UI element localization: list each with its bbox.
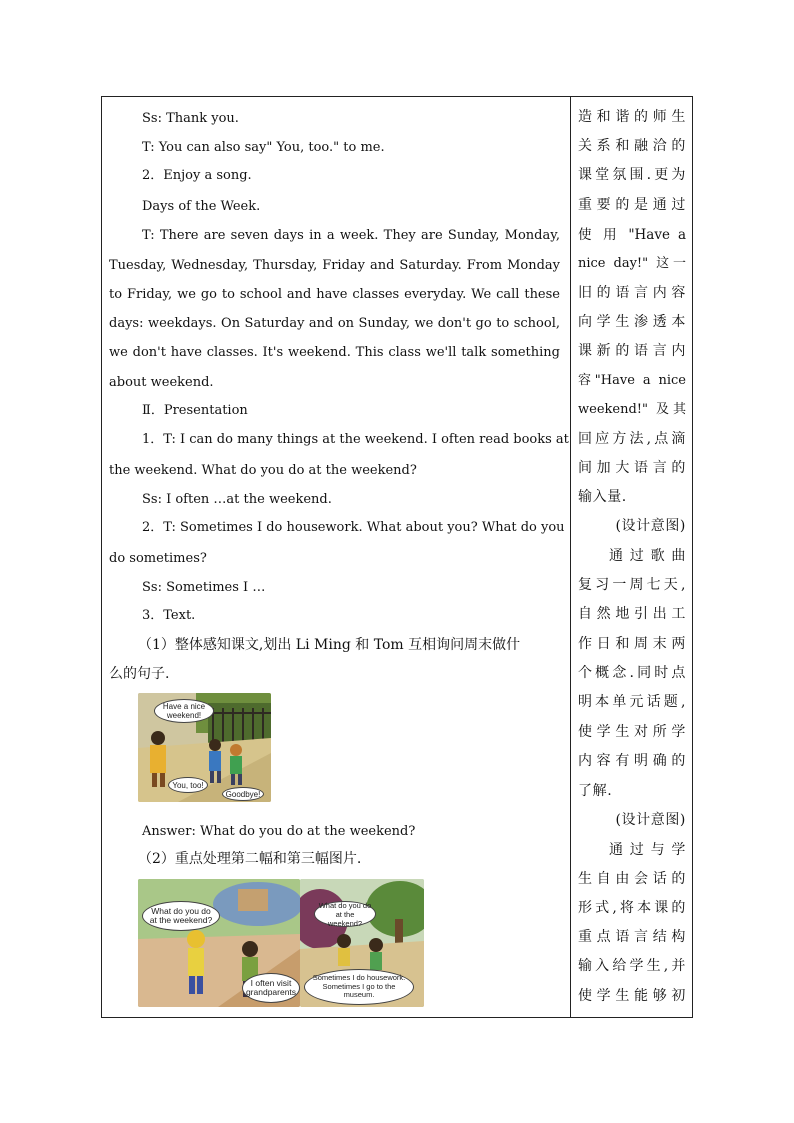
intent-line: 内容有明确的 <box>578 753 686 769</box>
intent-line: 课堂氛围.更为 <box>578 167 686 183</box>
text-task-1-line: 么的句子. <box>109 666 170 682</box>
intent-line: 作日和周末两 <box>578 636 686 652</box>
speech-bubble-what-do-you-do: What do you do at the weekend? <box>142 901 220 931</box>
paragraph-weekdays-line: days: weekdays. On Saturday and on Sunday, we don't go to school, <box>109 316 560 331</box>
intent-line: 输入量. <box>578 489 627 505</box>
intent-line: 了解. <box>578 783 613 799</box>
intent-line: 通过歌曲 <box>609 548 686 564</box>
line-teacher-you-too: T: You can also say" You, too." to me. <box>142 140 385 155</box>
paragraph-weekdays-line: Tuesday, Wednesday, Thursday, Friday and Saturday. From Monday <box>109 258 560 273</box>
intent-line: 造和谐的师生 <box>578 109 686 125</box>
intent-line: 使学生对所学 <box>578 724 686 740</box>
paragraph-weekdays-line: T: There are seven days in a week. They are Sunday, Monday, <box>142 228 560 243</box>
intent-line: 旧的语言内容 <box>578 285 686 301</box>
intent-heading: (设计意图) <box>615 812 686 828</box>
column-divider <box>570 97 571 1017</box>
intent-line: 使学生能够初 <box>578 988 686 1004</box>
line-enjoy-song: 2．Enjoy a song. <box>142 168 252 183</box>
intent-heading: (设计意图) <box>615 518 686 534</box>
line-song-title: Days of the Week. <box>142 199 261 214</box>
intent-line: weekend!" 及其 <box>578 402 686 417</box>
paragraph-weekdays-line: to Friday, we go to school and have classes everyday. We call these <box>109 287 560 302</box>
presentation-step-1-line: the weekend. What do you do at the weekend? <box>109 463 417 478</box>
intent-line: nice day!" 这一 <box>578 256 686 271</box>
intent-line: 重点语言结构 <box>578 929 686 945</box>
line-ss-i-often: Ss: I often …at the weekend. <box>142 492 332 507</box>
intent-line: 自然地引出工 <box>578 606 686 622</box>
paragraph-weekdays-line: about weekend. <box>109 375 214 390</box>
presentation-step-2-line: 2．T: Sometimes I do housework. What about you? What do you <box>142 520 565 535</box>
intent-line: 输入给学生,并 <box>578 958 686 974</box>
speech-bubble-goodbye: Goodbye! <box>222 787 264 801</box>
intent-line: 个概念.同时点 <box>578 665 686 681</box>
section-presentation-heading: Ⅱ．Presentation <box>142 403 248 418</box>
presentation-step-2-line: do sometimes? <box>109 551 207 566</box>
speech-bubble-visit-grandparents: I often visit grandparents <box>242 973 300 1003</box>
text-task-1-line: （1）整体感知课文,划出 Li Ming 和 Tom 互相询问周末做什 <box>138 637 521 653</box>
speech-bubble-what-do-you-do: What do you do at the weekend? <box>314 901 376 927</box>
textbook-picture-2 <box>138 879 300 1007</box>
intent-line: 形式,将本课的 <box>578 900 686 916</box>
intent-line: 生自由会话的 <box>578 871 686 887</box>
intent-line: 课新的语言内 <box>578 343 686 359</box>
textbook-picture-3 <box>300 879 424 1007</box>
intent-line: 向学生渗透本 <box>578 314 686 330</box>
intent-line: 间加大语言的 <box>578 460 686 476</box>
speech-bubble-you-too: You, too! <box>168 777 208 793</box>
intent-line: 明本单元话题, <box>578 694 686 710</box>
presentation-step-1-line: 1．T: I can do many things at the weekend. I often read books at <box>142 432 569 447</box>
speech-bubble-housework-museum: Sometimes I do housework. Sometimes I go to the museum. <box>304 969 414 1005</box>
line-ss-thank-you: Ss: Thank you. <box>142 111 239 126</box>
intent-line: 容"Have a nice <box>578 373 686 388</box>
textbook-picture-1 <box>138 693 271 802</box>
intent-line: 复习一周七天, <box>578 577 686 593</box>
intent-line: 关系和融洽的 <box>578 138 686 154</box>
paragraph-weekdays-line: we don't have classes. It's weekend. This class we'll talk something <box>109 345 560 360</box>
text-task-2-line: （2）重点处理第二幅和第三幅图片. <box>138 851 362 867</box>
line-ss-sometimes: Ss: Sometimes I … <box>142 580 266 595</box>
line-text-heading: 3．Text. <box>142 608 196 623</box>
intent-line: 通过与学 <box>609 842 686 858</box>
line-answer: Answer: What do you do at the weekend? <box>142 824 416 839</box>
intent-line: 重要的是通过 <box>578 197 686 213</box>
intent-line: 使 用 "Have a <box>578 227 686 243</box>
lesson-table <box>101 96 693 1018</box>
speech-bubble-have-nice-weekend: Have a nice weekend! <box>154 699 214 723</box>
intent-line: 回应方法,点滴 <box>578 431 686 447</box>
